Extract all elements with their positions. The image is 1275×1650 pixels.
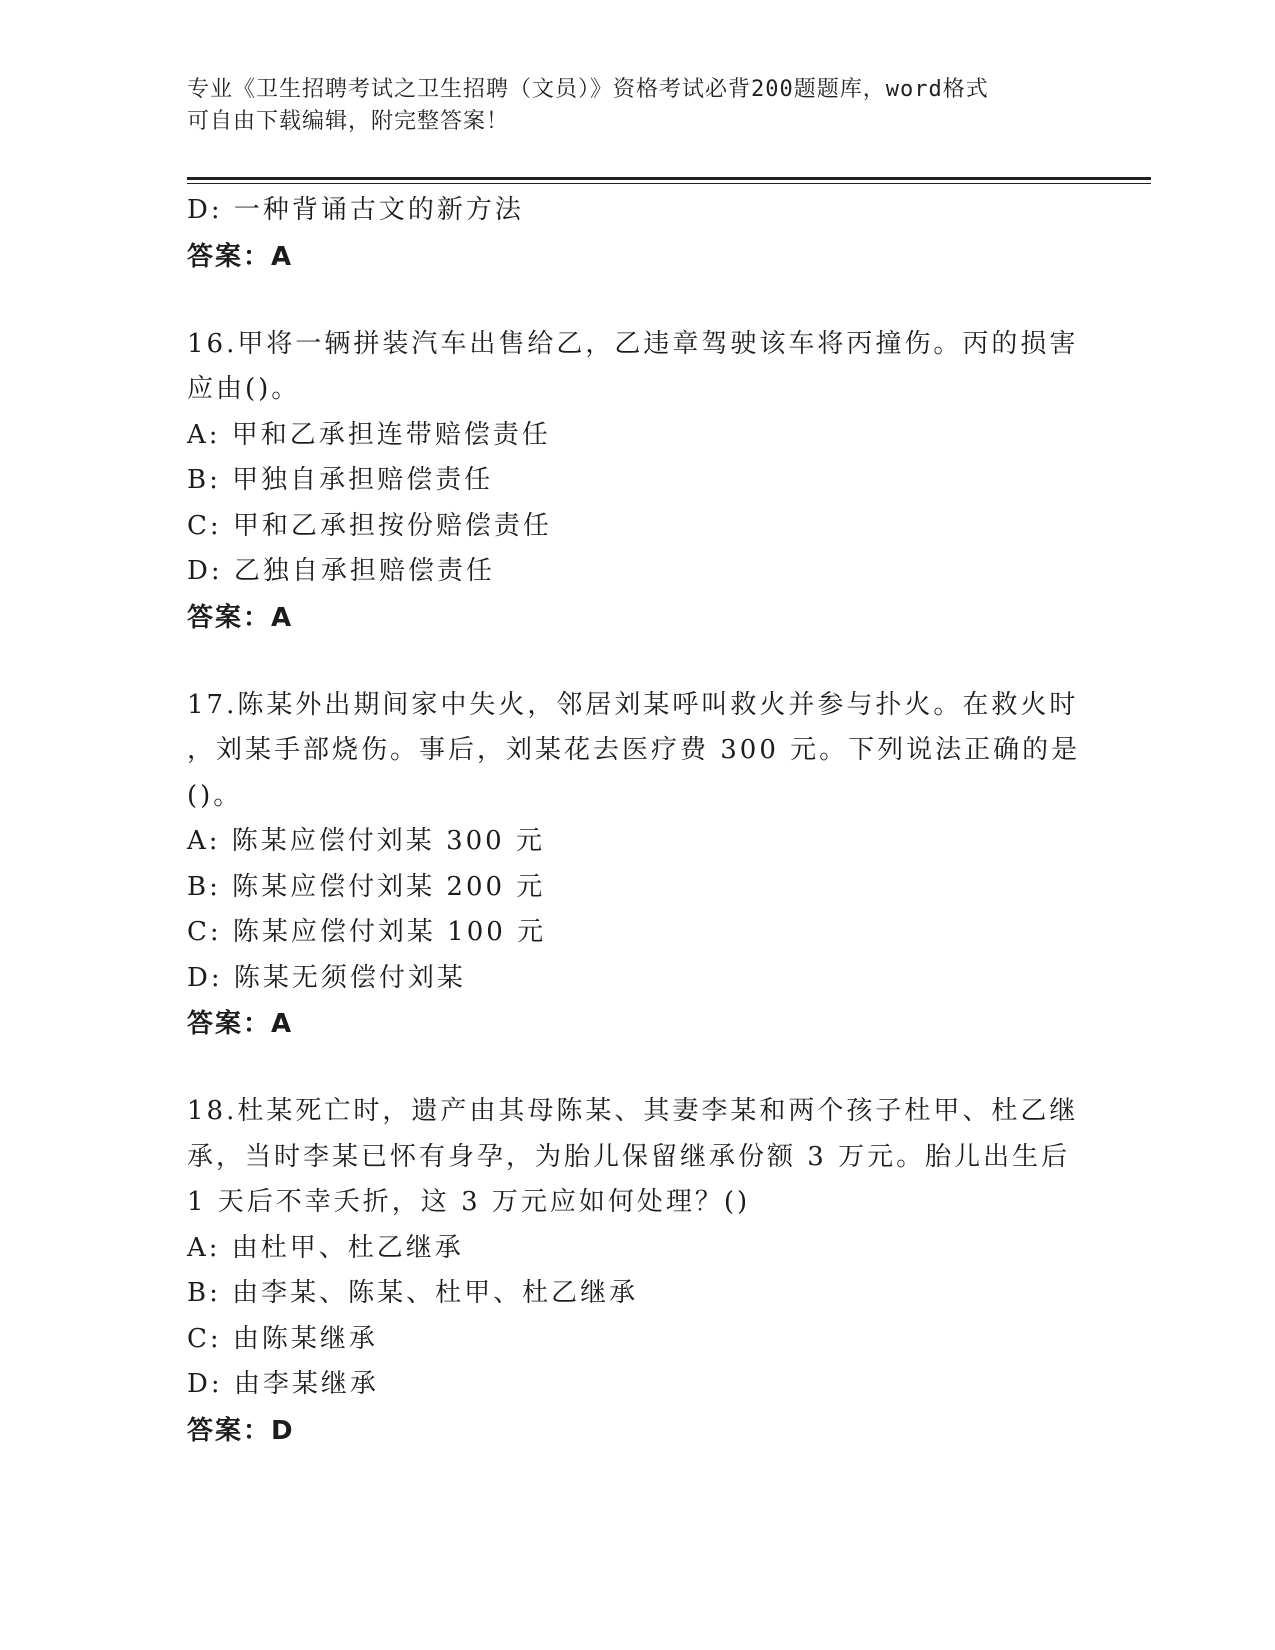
question-stem-line: 承，当时李某已怀有身孕，为胎儿保留继承份额 3 万元。胎儿出生后: [187, 1141, 1071, 1172]
header-rule-thick: [187, 177, 1151, 180]
option-a: A: 陈某应偿付刘某 300 元: [187, 826, 545, 856]
question-stem-line: 1 天后不幸夭折，这 3 万元应如何处理？(): [187, 1187, 751, 1217]
option-d: D: 一种背诵古文的新方法: [187, 195, 524, 225]
answer-line: 答案：A: [187, 1009, 294, 1039]
document-header: [187, 74, 1067, 138]
option-d: D: 陈某无须偿付刘某: [187, 962, 466, 993]
option-c: C: 由陈某继承: [187, 1323, 378, 1354]
answer-line: 答案：D: [187, 1415, 295, 1446]
option-b: B: 陈某应偿付刘某 200 元: [187, 871, 546, 902]
option-d: D: 由李某继承: [187, 1369, 379, 1399]
option-b: B: 甲独自承担赔偿责任: [187, 465, 494, 495]
question-17: [187, 683, 1087, 1048]
option-b: B: 由李某、陈某、杜甲、杜乙继承: [187, 1278, 639, 1308]
answer-line: 答案：A: [187, 602, 294, 633]
header-line-1: 专业《卫生招聘考试之卫生招聘（文员）》资格考试必背200题题库，word格式: [187, 77, 989, 102]
option-d: D: 乙独自承担赔偿责任: [187, 556, 495, 586]
question-stem-line: 应由()。: [187, 374, 301, 404]
document-body: [187, 188, 1087, 1454]
question-stem-line: 16.甲将一辆拼装汽车出售给乙，乙违章驾驶该车将丙撞伤。丙的损害: [187, 328, 1079, 359]
question-18: [187, 1089, 1087, 1454]
question-stem-line: 18.杜某死亡时，遗产由其母陈某、其妻李某和两个孩子杜甲、杜乙继: [187, 1096, 1079, 1126]
question-stem-line: ()。: [187, 780, 243, 811]
header-line-2: 可自由下载编辑，附完整答案！: [187, 109, 510, 134]
option-c: C: 甲和乙承担按份赔偿责任: [187, 510, 552, 541]
option-a: A: 甲和乙承担连带赔偿责任: [187, 419, 551, 450]
question-16: [187, 322, 1087, 641]
option-a: A: 由杜甲、杜乙继承: [187, 1232, 464, 1263]
option-c: C: 陈某应偿付刘某 100 元: [187, 917, 547, 947]
question-stem-line: ，刘某手部烧伤。事后，刘某花去医疗费 300 元。下列说法正确的是: [187, 735, 1081, 765]
question-stem-line: 17.陈某外出期间家中失火，邻居刘某呼叫救火并参与扑火。在救火时: [187, 689, 1079, 720]
header-rule-thin: [187, 183, 1151, 184]
answer-line: 答案：A: [187, 241, 294, 272]
